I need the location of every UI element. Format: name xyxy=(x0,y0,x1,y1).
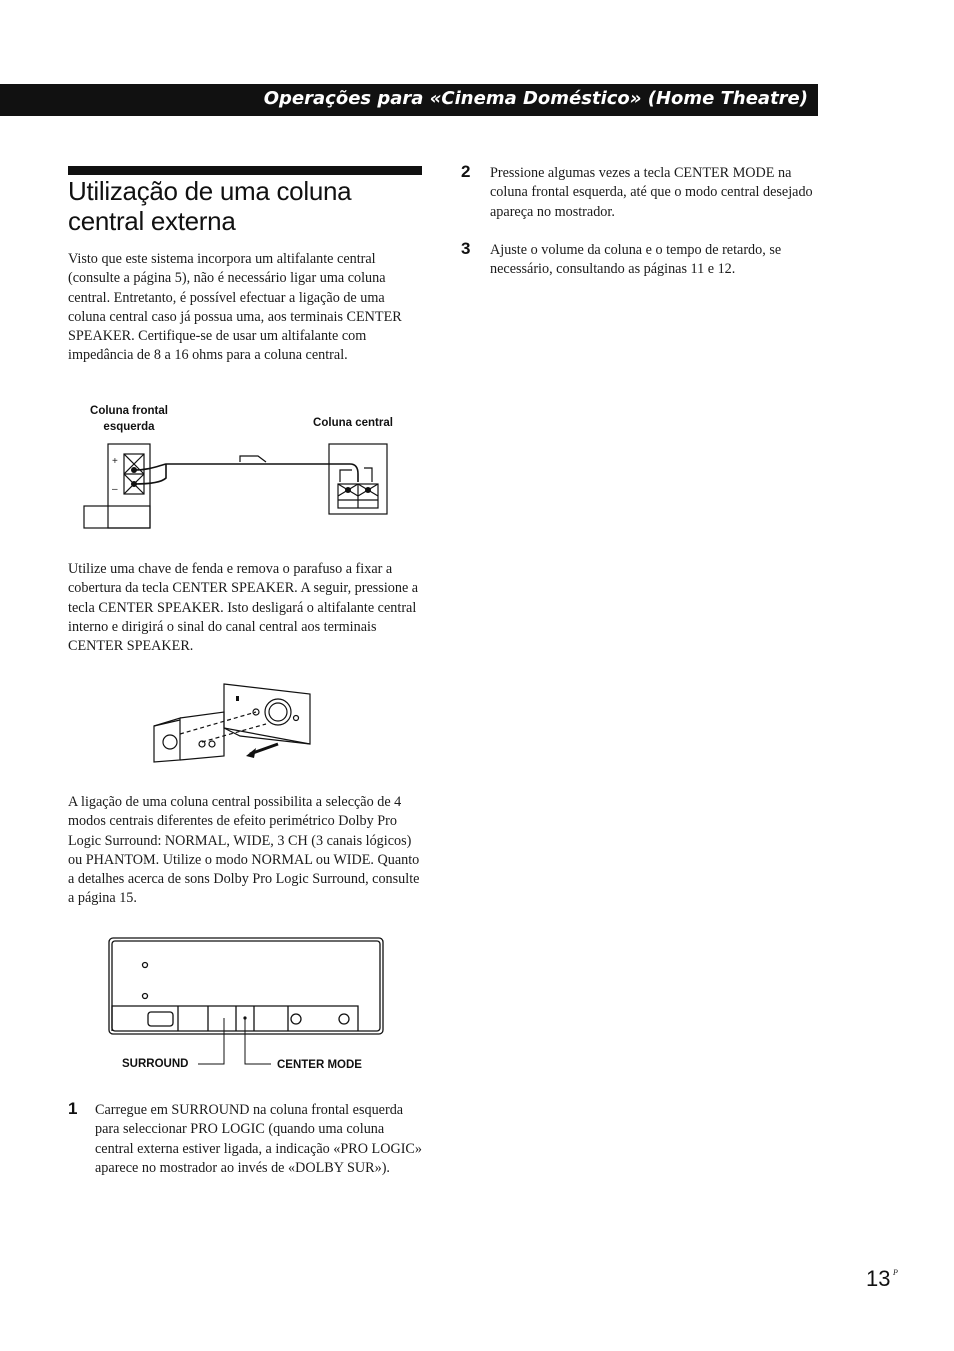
label-center-speaker: Coluna central xyxy=(313,417,393,429)
indicator-light-1 xyxy=(143,963,148,968)
step-3-text: Ajuste o volume da coluna e o tempo de retardo, se necessário, consultando as páginas 11 e 12. xyxy=(490,242,782,278)
step-1-number: 1 xyxy=(68,1099,78,1118)
section-rule xyxy=(68,166,422,175)
header-title: Operações para «Cinema Doméstico» (Home Theatre) xyxy=(263,88,808,109)
connection-drawing xyxy=(70,400,420,540)
label-surround: SURROUND xyxy=(122,1058,189,1070)
label-front-left-line1: Coluna frontal xyxy=(90,405,168,417)
label-center-mode: CENTER MODE xyxy=(277,1059,362,1071)
step-3-number: 3 xyxy=(461,239,471,258)
plus-sign: + xyxy=(112,456,118,467)
panel-outline xyxy=(109,938,383,1034)
step-2-text: Pressione algumas vezes a tecla CENTER MODE na coluna frontal esquerda, até que o modo central desejado apareça no mostrador. xyxy=(490,165,813,220)
modes-paragraph: A ligação de uma coluna central possibilita a selecção de 4 modos centrais diferentes de efeito perimétrico Dolby Pro Logic Surround: NORMAL, WIDE, 3 CH (3 canais lógicos) ou PHANTOM. Utilize o modo NORMAL ou WIDE. Quanto a detalhes acerca de sons Dolby Pro Logic Surround, consulte a página 15. xyxy=(68,794,420,907)
indicator-light-2 xyxy=(143,994,148,999)
screwdriver-paragraph: Utilize uma chave de fenda e remova o parafuso a fixar a cobertura da tecla CENTER SPEAKER. A seguir, pressione a tecla CENTER SPEAKER. Isto desligará o altifalante central interno e dirigirá o sinal do canal central aos terminais CENTER SPEAKER. xyxy=(68,561,419,655)
left-speaker-base xyxy=(84,506,150,528)
section-title-line2: central externa xyxy=(68,206,236,236)
minus-sign: – xyxy=(112,484,118,495)
cover-removal-diagram xyxy=(150,676,320,776)
knob-1 xyxy=(291,1014,301,1024)
connection-diagram xyxy=(70,400,420,540)
page-number: 13 xyxy=(866,1266,891,1291)
power-button xyxy=(148,1012,173,1026)
header-bar xyxy=(0,84,818,116)
label-front-left-line2: esquerda xyxy=(103,421,155,433)
front-panel-diagram xyxy=(108,936,388,1076)
step-1-text: Carregue em SURROUND na coluna frontal esquerda para seleccionar PRO LOGIC (quando uma coluna central externa estiver ligada, a indicação «PRO LOGIC» aparece no mostrador ao invés de «DOLBY SUR»). xyxy=(95,1102,422,1176)
section-title xyxy=(68,176,428,236)
section-title-line1: Utilização de uma coluna xyxy=(68,176,352,206)
cover-removal-drawing xyxy=(150,676,320,776)
front-panel-drawing xyxy=(108,936,388,1046)
intro-paragraph: Visto que este sistema incorpora um altifalante central (consulte a página 5), não é necessário ligar uma coluna central. Entretanto, é possível efectuar a ligação de uma coluna central caso já possua uma, aos terminais CENTER SPEAKER. Certifique-se de usar um altifalante com impedância de 8 a 16 ohms para a coluna central. xyxy=(68,251,402,364)
step-2-number: 2 xyxy=(461,162,471,181)
page-number-suffix: P xyxy=(893,1268,898,1277)
cover-hole xyxy=(163,735,177,749)
knob-2 xyxy=(339,1014,349,1024)
